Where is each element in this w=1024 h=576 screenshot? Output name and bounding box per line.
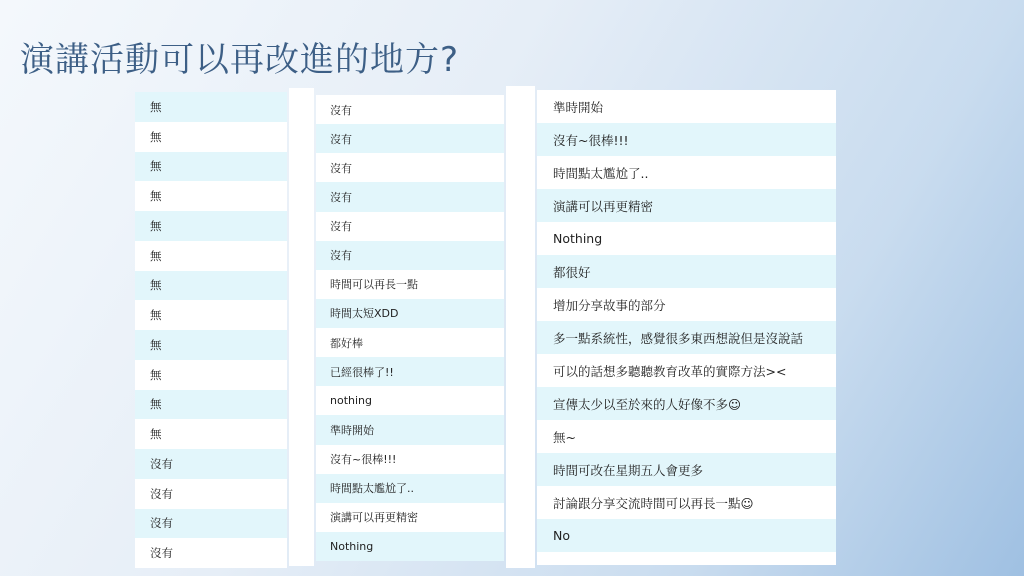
list-item: 時間點太尷尬了.. — [316, 474, 504, 503]
list-item: 無 — [135, 152, 287, 182]
list-item: 討論跟分享交流時間可以再長一點☺ — [553, 495, 754, 511]
list-item: 沒有 — [150, 546, 173, 561]
list-item: Nothing — [553, 231, 603, 246]
list-item: 都好棒 — [330, 336, 363, 350]
list-item: 無 — [150, 189, 162, 204]
list-item: 無 — [150, 248, 162, 263]
list-item: 沒有 — [135, 509, 287, 539]
list-item: 沒有 — [330, 161, 352, 175]
response-list-2 — [316, 95, 504, 561]
list-item: 沒有 — [316, 182, 504, 211]
list-item: 沒有 — [330, 103, 352, 117]
list-item: 時間點太尷尬了.. — [553, 165, 649, 181]
list-item: 無 — [150, 129, 162, 144]
list-item: 無~ — [553, 429, 576, 445]
list-item: 都很好 — [537, 255, 836, 288]
list-item: 宣傳太少以至於來的人好像不多☺ — [537, 387, 836, 420]
list-item: 沒有 — [316, 124, 504, 153]
list-item: 多一點系統性，感覺很多東西想說但是沒說話 — [537, 321, 836, 354]
response-list-3 — [537, 90, 836, 565]
list-item: 增加分享故事的部分 — [553, 297, 666, 313]
column-divider-left — [289, 88, 314, 566]
list-item: 沒有 — [316, 241, 504, 270]
list-item: 時間可改在星期五人會更多 — [537, 453, 836, 486]
list-item: 無 — [135, 92, 287, 122]
list-item: 無 — [150, 427, 162, 442]
list-item: nothing — [330, 394, 372, 408]
list-item: 沒有~很棒!!! — [537, 123, 836, 156]
list-item: 演講可以再更精密 — [330, 511, 418, 525]
list-item: 無 — [135, 271, 287, 301]
list-item: 可以的話想多聽聽教育改革的實際方法>< — [553, 363, 787, 379]
list-item: 沒有 — [150, 486, 173, 501]
slide-title: 演講活動可以再改進的地方? — [20, 40, 460, 80]
list-item: 準時開始 — [553, 99, 604, 115]
list-item: 沒有 — [135, 449, 287, 479]
list-item: 無 — [135, 390, 287, 420]
list-item: 演講可以再更精密 — [537, 189, 836, 222]
response-list-1 — [135, 92, 287, 568]
list-item: 時間可以再長一點 — [330, 278, 418, 292]
list-item: 無 — [150, 367, 162, 382]
list-item: 沒有~很棒!!! — [330, 453, 397, 467]
list-item: 無 — [150, 308, 162, 323]
list-item: 已經很棒了!! — [316, 357, 504, 386]
list-item: 無 — [135, 211, 287, 241]
list-item: 時間太短XDD — [316, 299, 504, 328]
column-divider-right — [506, 86, 535, 568]
list-item: No — [537, 519, 836, 552]
list-item: 無 — [135, 330, 287, 360]
list-item: Nothing — [316, 532, 504, 561]
list-item: 準時開始 — [316, 415, 504, 444]
list-item: 沒有 — [330, 220, 352, 234]
